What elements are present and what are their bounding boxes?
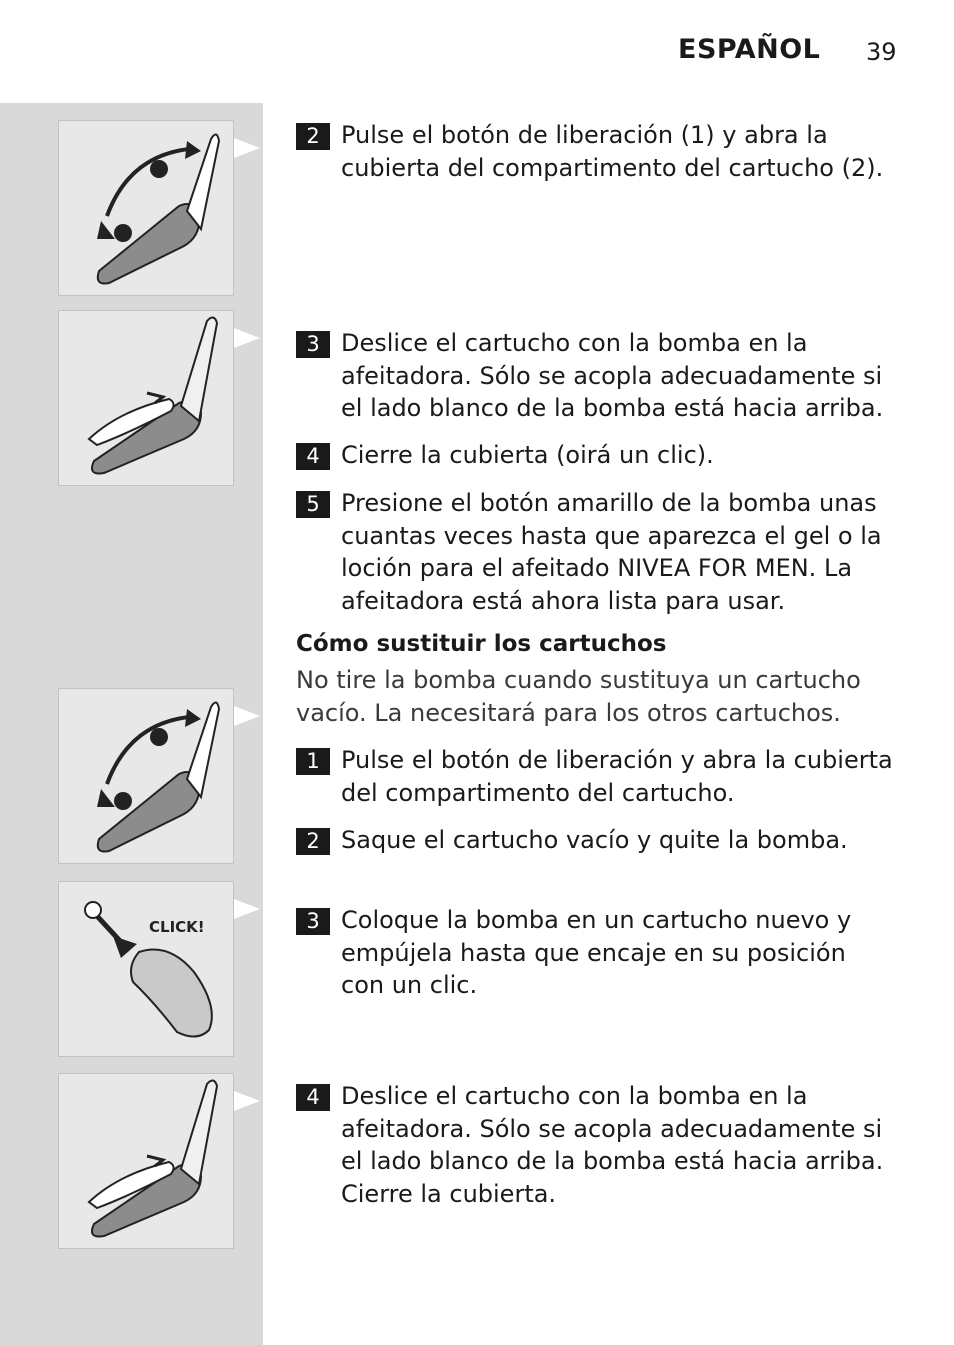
step-item xyxy=(296,824,896,857)
step-item xyxy=(296,487,896,617)
step-text: Saque el cartucho vacío y quite la bomba. xyxy=(341,826,848,854)
step-text: Coloque la bomba en un cartucho nuevo y empújela hasta que encaje en su posición con un clic. xyxy=(341,906,852,999)
figure-pointer xyxy=(234,1091,260,1111)
figure-pointer xyxy=(234,328,260,348)
step-item xyxy=(296,439,896,472)
step-number: 5 xyxy=(296,491,330,518)
step-text: Cierre la cubierta (oirá un clic). xyxy=(341,441,714,469)
step-text: Presione el botón amarillo de la bomba unas cuantas veces hasta que aparezca el gel o la loción para el afeitado NIVEA FOR MEN. La afeitadora está ahora lista para usar. xyxy=(341,489,882,615)
step-text: Pulse el botón de liberación (1) y abra la cubierta del compartimento del cartucho (2). xyxy=(341,121,884,182)
step-text: Deslice el cartucho con la bomba en la afeitadora. Sólo se acopla adecuadamente si el lado blanco de la bomba está hacia arriba. xyxy=(341,329,884,422)
step-text: Deslice el cartucho con la bomba en la afeitadora. Sólo se acopla adecuadamente si el lado blanco de la bomba está hacia arriba. Cierre la cubierta. xyxy=(341,1082,884,1208)
step-item xyxy=(296,744,896,809)
figure-click-pump xyxy=(58,881,234,1057)
step-text: Pulse el botón de liberación y abra la cubierta del compartimento del cartucho. xyxy=(341,746,893,807)
figure-pointer xyxy=(234,706,260,726)
step-number: 1 xyxy=(296,748,330,775)
section-intro: No tire la bomba cuando sustituya un cartucho vacío. La necesitará para los otros cartuchos. xyxy=(296,666,861,727)
figure-pointer xyxy=(234,138,260,158)
figure-pointer xyxy=(234,899,260,919)
figure-open-cover xyxy=(58,120,234,296)
figure-insert-cartridge xyxy=(58,310,234,486)
step-item xyxy=(296,327,896,425)
figure-open-cover-replace xyxy=(58,688,234,864)
click-label: CLICK! xyxy=(149,918,205,936)
step-number: 4 xyxy=(296,443,330,470)
step-item xyxy=(296,1080,896,1210)
step-number: 4 xyxy=(296,1084,330,1111)
step-number: 3 xyxy=(296,331,330,358)
step-item xyxy=(296,119,896,184)
page-number: 39 xyxy=(866,38,897,66)
step-number: 3 xyxy=(296,908,330,935)
step-item xyxy=(296,904,896,1002)
section-title: Cómo sustituir los cartuchos xyxy=(296,631,667,657)
figure-insert-cartridge-replace xyxy=(58,1073,234,1249)
language-title: ESPAÑOL xyxy=(678,34,821,65)
step-number: 2 xyxy=(296,123,330,150)
step-number: 2 xyxy=(296,828,330,855)
